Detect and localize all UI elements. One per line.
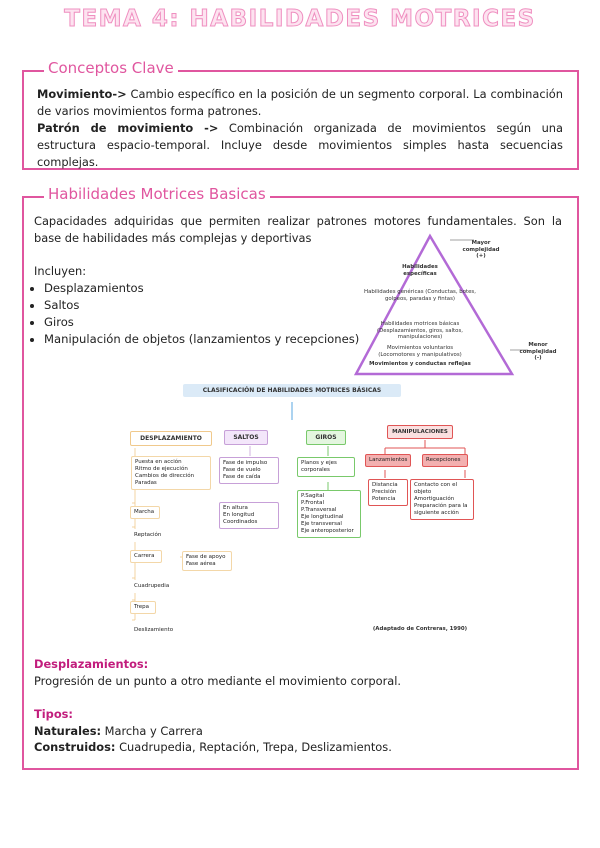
movimiento-text: Cambio específico en la posición de un segmento corporal. La combinación de varios movimientos forma patrones. (37, 87, 563, 118)
carrera-fases: Fase de apoyo Fase aérea (182, 551, 232, 571)
tipos-construidos: Construidos: Cuadrupedia, Reptación, Trepa, Deslizamientos. (34, 740, 392, 754)
pyramid-level-3: Habilidades motrices básicas (Desplazamientos, giros, saltos, manipulaciones) (377, 321, 463, 341)
patron-term: Patrón de movimiento -> (37, 121, 219, 135)
patron-text: Combinación organizada de movimientos según una estructura espacio-temporal. Incluye desde movimientos simples hasta secuencias complejas. (37, 121, 563, 169)
list-item: • Giros (44, 314, 359, 331)
habilidades-intro: Capacidades adquiridas que permiten realizar patrones motores fundamentales. Son la base de habilidades más complejas y deportivas (34, 214, 562, 245)
giros-planos: Planos y ejes corporales (297, 457, 355, 477)
patron-definition (37, 120, 563, 171)
saltos-tipos: En altura En longitud Coordinados (219, 502, 279, 529)
pyramid-mayor: Mayor complejidad (+) (462, 240, 500, 260)
desplazamiento-header: DESPLAZAMIENTO (130, 431, 212, 446)
pyramid-level-1: Habilidades específicas (402, 264, 438, 277)
desplazamientos-text: Progresión de un punto a otro mediante el movimiento corporal. (34, 674, 402, 688)
desplazamiento-detail: Puesta en acción Ritmo de ejecución Cambios de dirección Paradas (131, 456, 211, 490)
pyramid-level-2: Habilidades genéricas (Conductas, botes, golpeos, paradas y fintas) (364, 289, 476, 302)
diagram-source: (Adaptado de Contreras, 1990) (372, 626, 468, 632)
movimiento-term: Movimiento-> (37, 87, 127, 101)
trepa-node: Trepa (130, 601, 156, 614)
tipos-heading: Tipos: (34, 707, 73, 721)
recepciones-node: Recepciones (422, 454, 468, 467)
deslizamiento-node: Deslizamiento (130, 624, 178, 637)
habilidades-list (26, 280, 359, 348)
lanzamientos-detail: Distancia Precisión Potencia (368, 479, 408, 506)
cuadrupedia-node: Cuadrupedia (130, 580, 170, 593)
reptacion-node: Reptación (130, 529, 164, 542)
recepciones-detail: Contacto con el objeto Amortiguación Preparación para la siguiente acción (410, 479, 474, 520)
movimiento-definition (37, 86, 563, 120)
lanzamientos-node: Lanzamientos (365, 454, 411, 467)
marcha-node: Marcha (130, 506, 160, 519)
tipos-naturales: Naturales: Marcha y Carrera (34, 724, 203, 738)
giros-ejes: P.Sagital P.Frontal P.Transversal Eje longitudinal Eje transversal Eje anteroposterior (297, 490, 361, 538)
carrera-node: Carrera (130, 550, 162, 563)
pyramid-level-5: Movimientos y conductas reflejas (369, 361, 471, 367)
desplazamientos-heading: Desplazamientos: (34, 657, 149, 671)
list-item: • Desplazamientos (44, 280, 359, 297)
manipulaciones-header: MANIPULACIONES (387, 425, 453, 439)
pyramid-level-4: Movimientos voluntarios (Locomotores y manipulativos) (378, 345, 462, 358)
pyramid-menor: Menor complejidad (-) (519, 342, 557, 362)
list-item: • Manipulación de objetos (lanzamientos y recepciones) (44, 331, 359, 348)
conceptos-clave-label: Conceptos Clave (44, 59, 178, 77)
habilidades-label: Habilidades Motrices Basicas (44, 185, 270, 203)
saltos-header: SALTOS (224, 430, 268, 445)
saltos-fases: Fase de impulso Fase de vuelo Fase de caída (219, 457, 279, 484)
page-title: TEMA 4: HABILIDADES MOTRICES (64, 6, 536, 32)
diagram-title: CLASIFICACIÓN DE HABILIDADES MOTRICES BÁSICAS (183, 384, 401, 397)
giros-header: GIROS (306, 430, 346, 445)
list-item: • Saltos (44, 297, 359, 314)
incluyen-label: Incluyen: (34, 264, 87, 278)
